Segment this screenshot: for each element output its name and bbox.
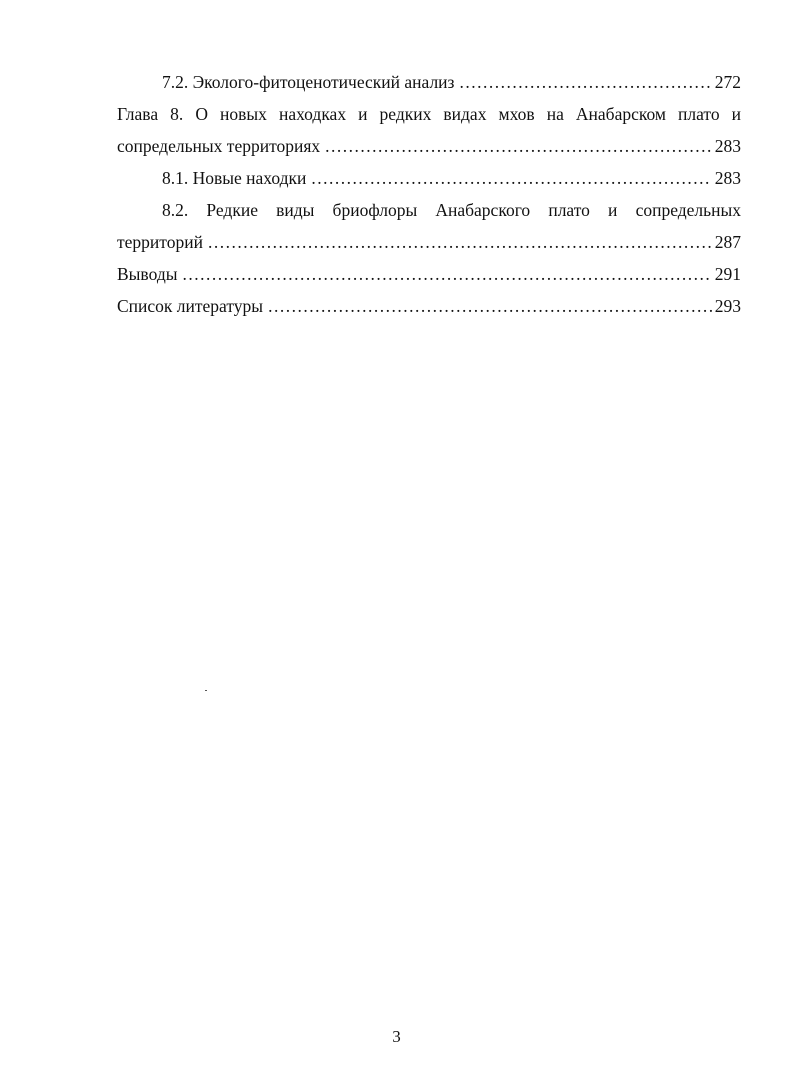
toc-entry-8-1 <box>117 162 741 194</box>
toc-entry-8-2 <box>117 226 741 258</box>
toc-entry-title: 8.1. Новые находки <box>162 168 307 188</box>
toc-entry-title: Выводы <box>117 264 178 284</box>
toc-entry-conclusions <box>117 258 741 290</box>
toc-entry-chapter-8 <box>117 130 741 162</box>
dot-leader <box>311 162 711 194</box>
dot-leader <box>182 258 711 290</box>
toc-entry-chapter-8-line1: Глава 8. О новых находках и редких видах мхов на Анабарском плато и <box>117 104 741 124</box>
toc-entry-page: 272 <box>714 72 741 92</box>
toc-entry-7-2 <box>117 66 741 98</box>
page-number: 3 <box>392 1027 401 1046</box>
toc-entry-title: Список литературы <box>117 296 264 316</box>
toc-entry-page: 283 <box>714 168 741 188</box>
dot-leader <box>325 130 712 162</box>
toc-entry-page: 291 <box>714 264 741 284</box>
table-of-contents <box>117 66 741 322</box>
dot-leader <box>459 66 711 98</box>
toc-entry-references <box>117 290 741 322</box>
dot-leader <box>208 226 712 258</box>
toc-entry-page: 287 <box>714 232 741 252</box>
toc-entry-page: 293 <box>714 296 741 316</box>
toc-entry-page: 283 <box>714 136 741 156</box>
dot-leader <box>268 290 712 322</box>
toc-entry-8-2-line1: 8.2. Редкие виды бриофлоры Анабарского плато и сопредельных <box>162 200 741 220</box>
toc-entry-title: 7.2. Эколого-фитоценотический анализ <box>162 72 455 92</box>
scan-speck <box>205 690 207 691</box>
toc-entry-title: сопредельных территориях <box>117 136 321 156</box>
toc-entry-title: территорий <box>117 232 203 252</box>
